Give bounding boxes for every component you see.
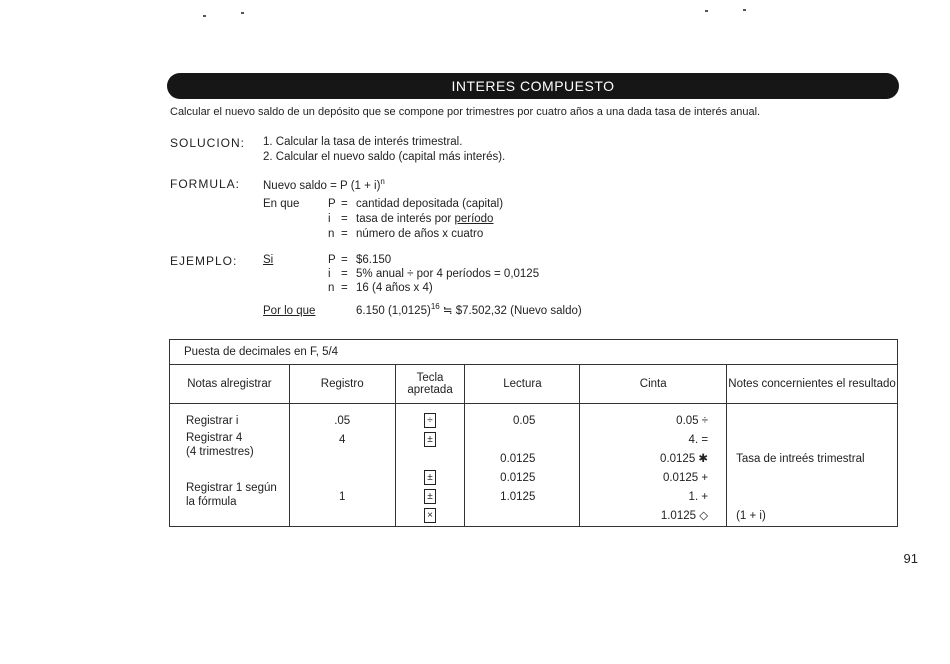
plus-minus-key-icon: ± xyxy=(424,489,436,504)
formula-def-eq: = xyxy=(341,198,348,210)
formula-def-desc: número de años x cuatro xyxy=(356,228,484,240)
ejemplo-value: 16 (4 años x 4) xyxy=(356,282,433,294)
nota-line: Registrar i xyxy=(186,415,239,427)
ejemplo-label: EJEMPLO: xyxy=(170,254,238,268)
page-number: 91 xyxy=(903,551,918,566)
por-lo-que-label: Por lo que xyxy=(263,305,316,317)
formula-def-var: i xyxy=(328,213,331,225)
ejemplo-eq: = xyxy=(341,254,348,266)
registro-value: 1 xyxy=(338,491,346,503)
formula-def-desc: cantidad depositada (capital) xyxy=(356,198,504,210)
si-label: Si xyxy=(263,254,274,266)
ejemplo-var: P xyxy=(328,254,336,266)
scan-speck xyxy=(241,12,244,14)
cinta-cell xyxy=(580,404,727,527)
lectura-value: 0.0125 xyxy=(500,472,536,484)
ejemplo-var: n xyxy=(328,282,335,294)
registro-value: 4 xyxy=(338,434,346,446)
result-note: Tasa de intreés trimestral xyxy=(736,453,865,465)
formula-expression xyxy=(263,177,385,192)
page-title: INTERES COMPUESTO xyxy=(451,78,615,94)
lectura-value: 0.0125 xyxy=(500,453,536,465)
column-header: Notas alregistrar xyxy=(170,365,290,404)
column-header: Registro xyxy=(289,365,395,404)
formula-def-var: P xyxy=(328,198,336,210)
formula-def-eq: = xyxy=(341,213,348,225)
registro-value: .05 xyxy=(334,415,351,427)
notas-cell xyxy=(170,404,290,527)
formula-def-desc-underlined: período xyxy=(454,213,494,225)
cinta-value: 1. + xyxy=(688,491,709,503)
lectura-value: 1.0125 xyxy=(500,491,536,503)
calculation-table xyxy=(169,339,898,527)
ejemplo-value: $6.150 xyxy=(356,254,392,266)
ejemplo-value: 5% anual ÷ por 4 períodos = 0,0125 xyxy=(356,268,540,280)
solucion-step: 2. Calcular el nuevo saldo (capital más interés). xyxy=(263,151,506,163)
cinta-value: 4. = xyxy=(688,434,709,446)
ejemplo-eq: = xyxy=(341,268,348,280)
intro-text: Calcular el nuevo saldo de un depósito que se compone por trimestres por cuatro años a una dada tasa de interés anual. xyxy=(170,106,761,118)
formula-text: Nuevo saldo = P (1 + i) xyxy=(263,179,381,192)
lectura-value: 0.05 xyxy=(512,415,536,427)
result-note: (1 + i) xyxy=(736,510,766,522)
nota-line: Registrar 4 xyxy=(186,432,243,444)
result-value: ≒ $7.502,32 (Nuevo saldo) xyxy=(439,304,582,317)
solucion-step: 1. Calcular la tasa de interés trimestral. xyxy=(263,136,463,148)
cinta-value: 0.0125 + xyxy=(662,472,709,484)
cinta-value: 0.0125 ✱ xyxy=(660,453,709,465)
column-header: Cinta xyxy=(580,365,727,404)
result-base: 6.150 (1,0125) xyxy=(356,304,431,317)
solucion-label: SOLUCION: xyxy=(170,136,246,150)
lectura-value xyxy=(465,431,535,450)
column-header: Lectura xyxy=(465,365,580,404)
scan-speck xyxy=(203,15,206,17)
ejemplo-result xyxy=(356,302,582,317)
plus-minus-key-icon: ± xyxy=(424,470,436,485)
column-header: Notes concernientes el resultado xyxy=(727,365,898,404)
formula-def-desc-text: tasa de interés por xyxy=(356,213,455,225)
table-caption: Puesta de decimales en F, 5/4 xyxy=(170,340,898,365)
divide-key-icon: ÷ xyxy=(424,413,436,428)
formula-exponent: n xyxy=(380,177,385,186)
lectura-cell xyxy=(465,404,580,527)
ejemplo-eq: = xyxy=(341,282,348,294)
formula-def-var: n xyxy=(328,228,335,240)
formula-def-desc xyxy=(356,213,493,225)
result-exponent: 16 xyxy=(430,302,440,311)
column-header: Tecla apretada xyxy=(395,365,465,404)
ejemplo-var: i xyxy=(328,268,331,280)
scan-speck xyxy=(743,9,746,11)
registro-cell xyxy=(289,404,395,527)
formula-label: FORMULA: xyxy=(170,177,241,191)
nota-line: la fórmula xyxy=(186,496,237,508)
plus-minus-key-icon: ± xyxy=(424,432,436,447)
en-que-label: En que xyxy=(263,198,300,210)
multiply-key-icon: × xyxy=(424,508,436,523)
nota-line: (4 trimestres) xyxy=(186,446,254,458)
cinta-value: 0.05 ÷ xyxy=(676,415,709,427)
nota-line: Registrar 1 según xyxy=(186,482,277,494)
formula-def-eq: = xyxy=(341,228,348,240)
notes-result-cell xyxy=(727,404,898,527)
cinta-value: 1.0125 ◇ xyxy=(660,510,709,522)
scan-speck xyxy=(705,10,708,12)
tecla-cell xyxy=(395,404,465,527)
title-banner xyxy=(167,73,899,99)
